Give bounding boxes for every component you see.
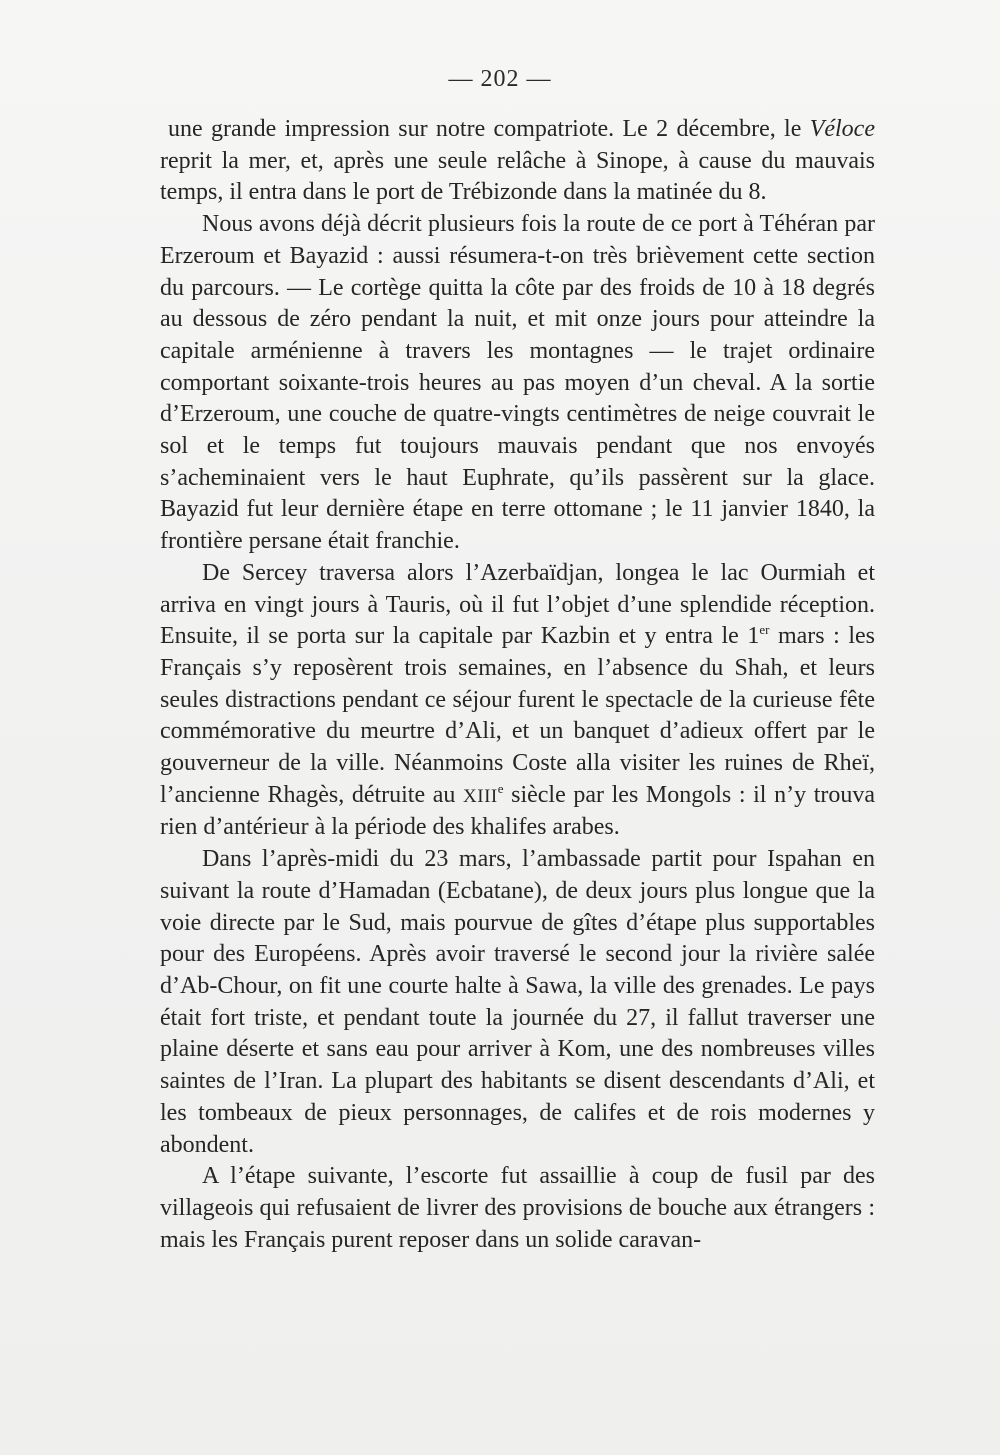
page-number: — 202 —: [448, 66, 552, 92]
paragraph-3: [160, 558, 875, 844]
paragraph-3-text-b: mars : les Français s’y reposèrent trois semaines, en l’absence du Shah, et leurs seules distractions pendant ce séjour furent le spectacle de la curieuse fête commémorative du meurtre d’Ali, et un banquet d’adieux offert par le gouverneur de la ville. Néanmoins Coste alla visiter les ruines de Rheï, l’ancienne Rhagès, détruite au: [160, 623, 876, 808]
paragraph-1-text-a: une grande impression sur notre compatriote. Le 2 décembre, le: [168, 116, 810, 142]
paragraph-3-text-c: siècle par les Mongols : il n’y trouva rien d’antérieur à la période des khalifes arabes.: [160, 781, 876, 841]
body-text: [160, 114, 875, 1256]
ship-name-italic: Véloce: [809, 116, 875, 142]
paragraph-2: Nous avons déjà décrit plusieurs fois la route de ce port à Téhéran par Erzeroum et Bayazid : aussi résumera-t-on très brièvement cette section du parcours. — Le cortège quitta la côte par des froids de 10 à 18 degrés au dessous de zéro pendant la nuit, et mit onze jours pour atteindre la capitale arménienne à travers les montagnes — le trajet ordinaire comportant soixante-trois heures au pas moyen d’un cheval. A la sortie d’Erzeroum, une couche de quatre-vingts centimètres de neige couvrait le sol et le temps fut toujours mauvais pendant que nos envoyés s’acheminaient vers le haut Euphrate, qu’ils passèrent sur la glace. Bayazid fut leur dernière étape en terre ottomane ; le 11 janvier 1840, la frontière persane était franchie.: [160, 211, 875, 555]
paragraph-3-text-a: De Sercey traversa alors l’Azerbaïdjan, longea le lac Ourmiah et arriva en vingt jours à Tauris, où il fut l’objet d’une splendide réception. Ensuite, il se porta sur la capitale par Kazbin et y entra le 1: [160, 559, 875, 650]
century-numeral: XIII: [463, 785, 498, 807]
paragraph-4: Dans l’après-midi du 23 mars, l’ambassade partit pour Ispahan en suivant la route d’Hamadan (Ecbatane), de deux jours plus longue que la voie directe par le Sud, mais pourvue de gîtes d’étape plus supportables pour des Européens. Après avoir traversé le second jour la rivière salée d’Ab-Chour, on fit une courte halte à Sawa, la ville des grenades. Le pays était fort triste, et pendant toute la journée du 27, il fallut traverser une plaine déserte et sans eau pour arriver à Kom, une des nombreuses villes saintes de l’Iran. La plupart des habitants se disent descendants d’Ali, et les tombeaux de pieux personnages, de califes et de rois modernes y abondent.: [160, 846, 875, 1158]
paragraph-5: A l’étape suivante, l’escorte fut assaillie à coup de fusil par des villageois qui refusaient de livrer des provisions de bouche aux étrangers : mais les Français purent reposer dans un solide caravan-: [160, 1163, 875, 1253]
paragraph-1: [160, 114, 875, 209]
ordinal-superscript: er: [759, 622, 770, 638]
century-superscript: e: [497, 780, 504, 796]
paragraph-1-text-c: reprit la mer, et, après une seule relâche à Sinope, à cause du mauvais temps, il entra dans le port de Trébizonde dans la matinée du 8.: [160, 147, 875, 206]
